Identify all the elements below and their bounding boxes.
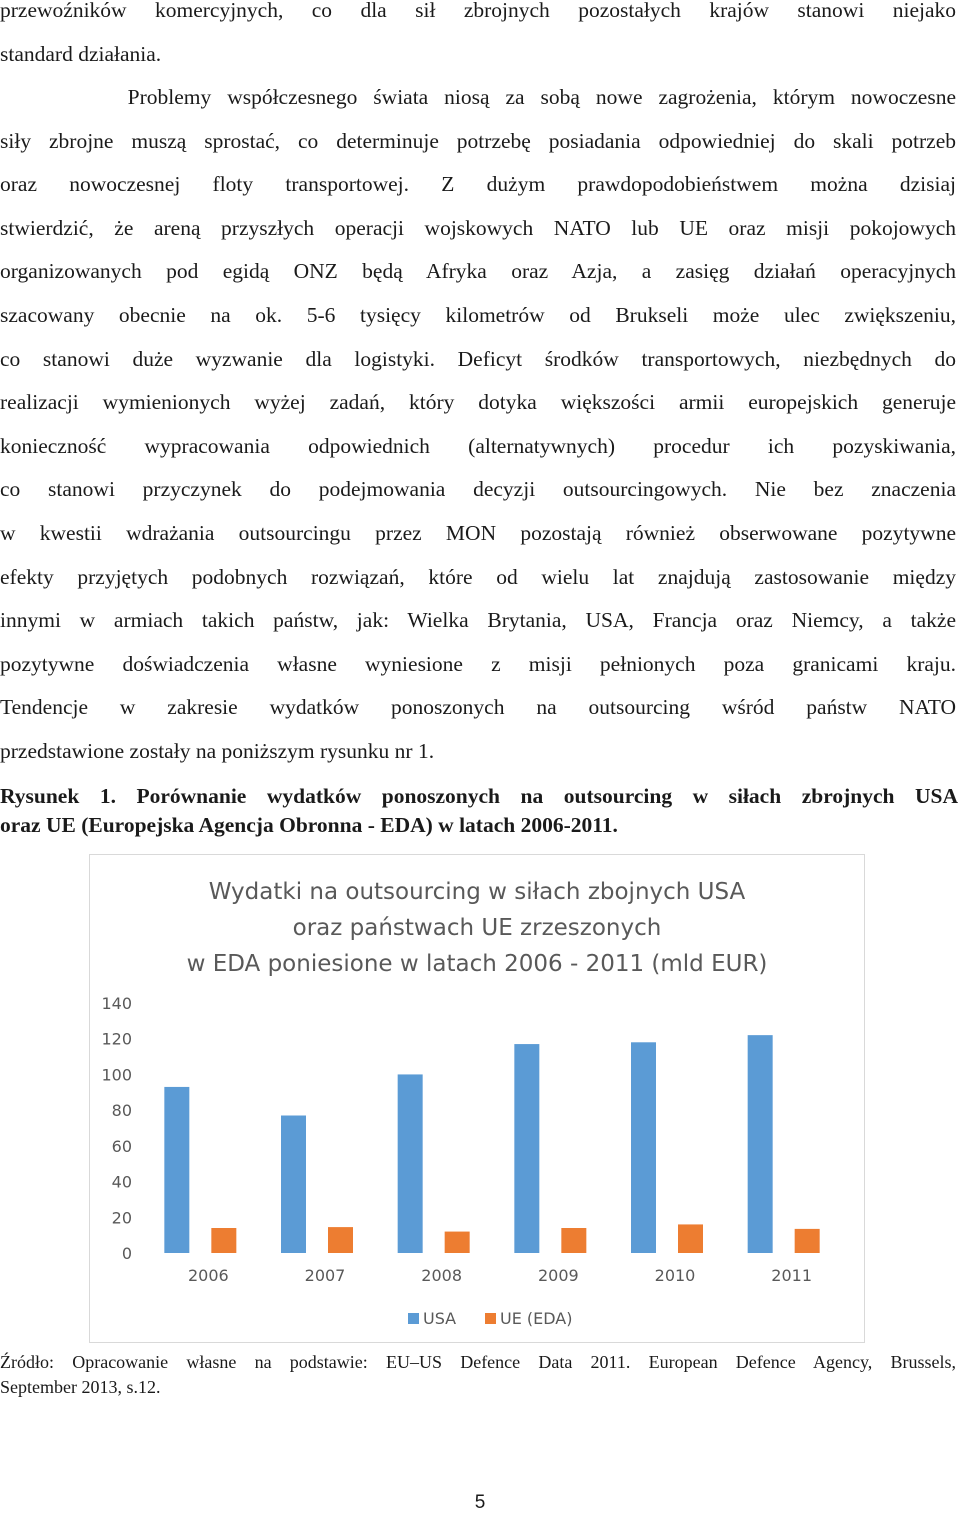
paragraph-1: [0, 0, 956, 76]
chart-title-line: oraz państwach UE zrzeszonych: [292, 915, 662, 941]
chart-title: [187, 879, 768, 977]
bar-usa-2009: [514, 1044, 539, 1253]
paragraph-2-line: co stanowi przyczynek do podejmowania decyzji outsourcingowych. Nie bez znaczenia: [0, 477, 956, 502]
page-number: 5: [474, 1492, 486, 1513]
bar-usa-2008: [398, 1074, 423, 1253]
y-tick-label: 100: [101, 1065, 132, 1085]
bar-usa-2010: [631, 1042, 656, 1253]
y-tick-label: 40: [111, 1172, 132, 1192]
source-note: [0, 1350, 956, 1400]
x-tick-label: 2011: [771, 1266, 813, 1285]
paragraph-2-line: szacowany obecnie na ok. 5-6 tysięcy kilometrów od Brukseli może ulec zwiększeniu,: [0, 302, 956, 327]
paragraph-1-line: standard działania.: [0, 41, 162, 66]
bar-ueeda-2007: [328, 1227, 353, 1253]
paragraph-2-line: oraz nowoczesnej floty transportowej. Z dużym prawdopodobieństwem można dzisiaj: [0, 172, 956, 197]
paragraph-2-line: w kwestii wdrażania outsourcingu przez MON pozostają również obserwowane pozytywne: [0, 520, 956, 545]
paragraph-2-line: Problemy współczesnego świata niosą za sobą nowe zagrożenia, którym nowoczesne: [0, 85, 956, 109]
x-tick-label: 2009: [537, 1266, 579, 1285]
bar-ueeda-2009: [561, 1228, 586, 1253]
bar-usa-2006: [164, 1087, 189, 1253]
caption-line: oraz UE (Europejska Agencja Obronna - EDA) w latach 2006-2011.: [0, 813, 618, 837]
x-tick-label: 2006: [187, 1266, 229, 1285]
chart-title-line: w EDA poniesione w latach 2006 - 2011 (mld EUR): [186, 951, 768, 977]
bar-ueeda-2011: [795, 1229, 820, 1253]
paragraph-2: [0, 76, 956, 774]
y-tick-label: 140: [101, 994, 132, 1013]
legend-label: USA: [423, 1309, 457, 1328]
paragraph-2-line: innymi w armiach takich państw, jak: Wielka Brytania, USA, Francja oraz Niemcy, a także: [0, 608, 956, 633]
caption-line: Rysunek 1. Porównanie wydatków ponoszonych na outsourcing w siłach zbrojnych USA: [0, 784, 958, 808]
bar-chart: [90, 855, 864, 1342]
legend-label: UE (EDA): [500, 1309, 573, 1328]
paragraph-2-line: organizowanych pod egidą ONZ będą Afryka oraz Azja, a zasięg działań operacyjnych: [0, 259, 956, 284]
chart-title-line: Wydatki na outsourcing w siłach zbojnych USA: [208, 879, 746, 905]
bar-usa-2011: [748, 1035, 773, 1253]
paragraph-2-line: przedstawione zostały na poniższym rysunku nr 1.: [0, 738, 435, 763]
paragraph-2-line: realizacji wymienionych wyżej zadań, który dotyka większości armii europejskich generuje: [0, 390, 956, 415]
chart-container: [89, 854, 865, 1343]
y-tick-label: 80: [111, 1101, 132, 1121]
paragraph-2-line: stwierdzić, że areną przyszłych operacji wojskowych NATO lub UE oraz misji pokojowych: [0, 215, 956, 240]
paragraph-2-line: Tendencje w zakresie wydatków ponoszonych na outsourcing wśród państw NATO: [0, 695, 956, 720]
legend-swatch: [408, 1313, 419, 1324]
paragraph-2-line: konieczność wypracowania odpowiednich (alternatywnych) procedur ich pozyskiwania,: [0, 433, 956, 458]
bar-usa-2007: [281, 1116, 306, 1254]
source-note-line: Źródło: Opracowanie własne na podstawie: EU–US Defence Data 2011. European Defence Agency, Brussels,: [0, 1352, 956, 1372]
x-tick-label: 2008: [421, 1266, 463, 1285]
y-tick-label: 20: [111, 1208, 132, 1228]
y-tick-label: 0: [121, 1244, 132, 1263]
bars: [164, 1035, 819, 1253]
y-axis-ticks: [101, 994, 132, 1263]
chart-legend: [408, 1309, 572, 1328]
paragraph-1-line: przewoźników komercyjnych, co dla sił zbrojnych pozostałych krajów stanowi niejako: [0, 0, 956, 22]
legend-swatch: [485, 1313, 496, 1324]
paragraph-2-line: siły zbrojne muszą sprostać, co determinuje potrzebę posiadania odpowiedniej do skali potrzeb: [0, 128, 956, 153]
paragraph-2-line: pozytywne doświadczenia własne wyniesione z misji pełnionych poza granicami kraju.: [0, 651, 956, 676]
x-axis-ticks: [188, 1266, 812, 1285]
paragraph-2-line: efekty przyjętych podobnych rozwiązań, które od wielu lat znajdują zastosowanie między: [0, 564, 956, 589]
bar-ueeda-2008: [445, 1232, 470, 1253]
y-tick-label: 60: [111, 1136, 132, 1156]
figure-caption: [0, 782, 958, 840]
x-tick-label: 2010: [654, 1266, 696, 1285]
bar-ueeda-2010: [678, 1224, 703, 1253]
x-tick-label: 2007: [304, 1266, 346, 1285]
bar-ueeda-2006: [211, 1228, 236, 1253]
y-tick-label: 120: [101, 1029, 132, 1049]
paragraph-2-line: co stanowi duże wyzwanie dla logistyki. Deficyt środków transportowych, niezbędnych do: [0, 346, 956, 371]
source-note-line: September 2013, s.12.: [0, 1377, 161, 1397]
